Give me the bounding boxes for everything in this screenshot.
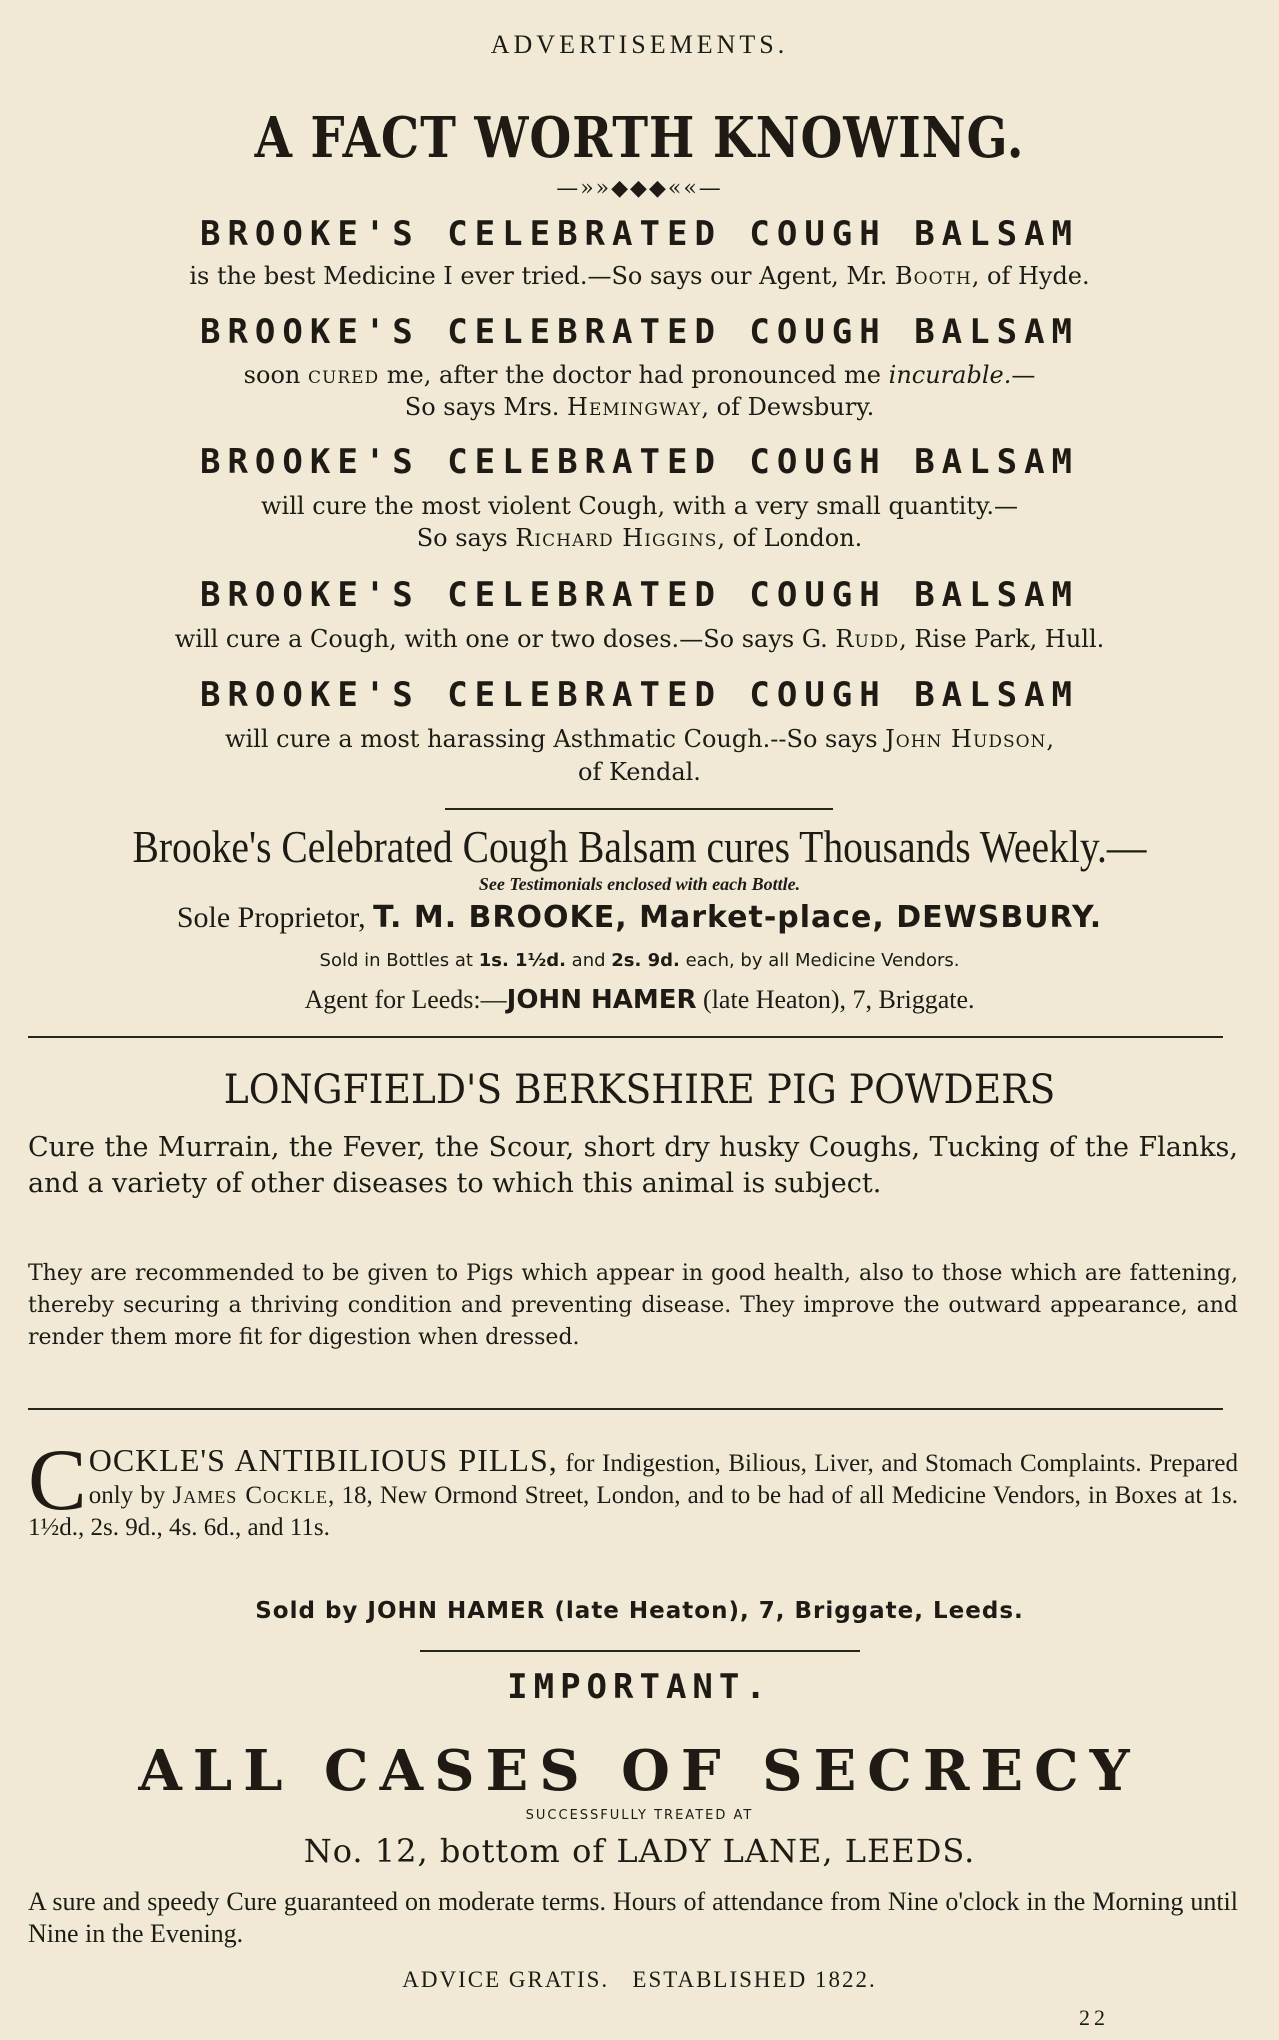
section-rule: [28, 1408, 1223, 1410]
balsam-agent: Agent for Leeds:—JOHN HAMER (late Heaton), 7, Briggate.: [304, 985, 975, 1015]
balsam-weekly-claim: Brooke's Celebrated Cough Balsam cures Thousands Weekly.—: [132, 821, 1147, 872]
running-head: ADVERTISEMENTS.: [490, 30, 789, 59]
cockle-pills-ad: COCKLE'S ANTIBILIOUS PILLS, for Indigestion, Bilious, Liver, and Stomach Complaints. Prepared only by James Cockle, 18, New Ormond Street, London, and to be had of all Medicine Vendors, in Boxes at 1s. 1½d., 2s. 9d., 4s. 6d., and 11s.: [28, 1432, 1238, 1541]
pig-powders-description: Cure the Murrain, the Fever, the Scour, short dry husky Coughs, Tucking of the Flanks, and a variety of other diseases to which this animal is subject.: [28, 1132, 1238, 1199]
page-number: 22: [1079, 2005, 1109, 2030]
balsam-testimonial-2: soon cured me, after the doctor had pronounced me incurable.—: [243, 361, 1036, 389]
ornament-divider: —»»◆◆◆««—: [556, 176, 723, 201]
balsam-heading: BROOKE'S CELEBRATED COUGH BALSAM: [199, 442, 1080, 482]
balsam-testimonial-4: will cure a Cough, with one or two doses.—So says G. Rudd, Rise Park, Hull.: [174, 625, 1105, 653]
balsam-proprietor: Sole Proprietor, T. M. BROOKE, Market-place, DEWSBURY.: [176, 900, 1103, 935]
section-rule: [28, 1036, 1223, 1038]
balsam-heading: BROOKE'S CELEBRATED COUGH BALSAM: [199, 575, 1080, 615]
cockle-sold-by: Sold by JOHN HAMER (late Heaton), 7, Briggate, Leeds.: [255, 1598, 1024, 1624]
drop-cap: C: [28, 1432, 87, 1529]
balsam-testimonial-5: will cure a most harassing Asthmatic Cough.--So says John Hudson,: [224, 725, 1055, 753]
balsam-testimonial-2-source: So says Mrs. Hemingway, of Dewsbury.: [404, 393, 875, 421]
balsam-heading: BROOKE'S CELEBRATED COUGH BALSAM: [199, 214, 1080, 254]
balsam-testimonials-note: See Testimonials enclosed with each Bottle.: [478, 874, 801, 894]
balsam-testimonial-1: is the best Medicine I ever tried.—So says our Agent, Mr. Booth, of Hyde.: [189, 262, 1090, 290]
secrecy-title: ALL CASES OF SECRECY: [138, 1738, 1141, 1804]
balsam-heading: BROOKE'S CELEBRATED COUGH BALSAM: [199, 675, 1080, 715]
secrecy-cure-text: A sure and speedy Cure guaranteed on moderate terms. Hours of attendance from Nine o'clock in the Morning until Nine in the Evening.: [28, 1887, 1238, 1948]
balsam-testimonial-5-source: of Kendal.: [578, 758, 701, 786]
secrecy-location: No. 12, bottom of LADY LANE, LEEDS.: [303, 1832, 976, 1870]
secrecy-subtitle: SUCCESSFULLY TREATED AT: [525, 1808, 754, 1823]
balsam-heading: BROOKE'S CELEBRATED COUGH BALSAM: [199, 312, 1080, 352]
important-heading: IMPORTANT.: [507, 1667, 772, 1707]
balsam-testimonial-3-source: So says Richard Higgins, of London.: [416, 524, 863, 552]
secrecy-advice: ADVICE GRATIS. ESTABLISHED 1822.: [402, 1967, 877, 1992]
fact-title: A FACT WORTH KNOWING.: [254, 105, 1025, 171]
balsam-prices: Sold in Bottles at 1s. 1½d. and 2s. 9d. each, by all Medicine Vendors.: [319, 950, 960, 971]
short-rule: [420, 1650, 860, 1652]
pig-powders-recommendation: They are recommended to be given to Pigs which appear in good health, also to those which are fattening, thereby securing a thriving condition and preventing disease. They improve the outward appearance, and render them more fit for digestion when dressed.: [28, 1261, 1238, 1350]
short-rule: [445, 808, 833, 810]
pig-powders-title: LONGFIELD'S BERKSHIRE PIG POWDERS: [223, 1067, 1056, 1113]
balsam-testimonial-3: will cure the most violent Cough, with a very small quantity.—: [261, 492, 1018, 520]
